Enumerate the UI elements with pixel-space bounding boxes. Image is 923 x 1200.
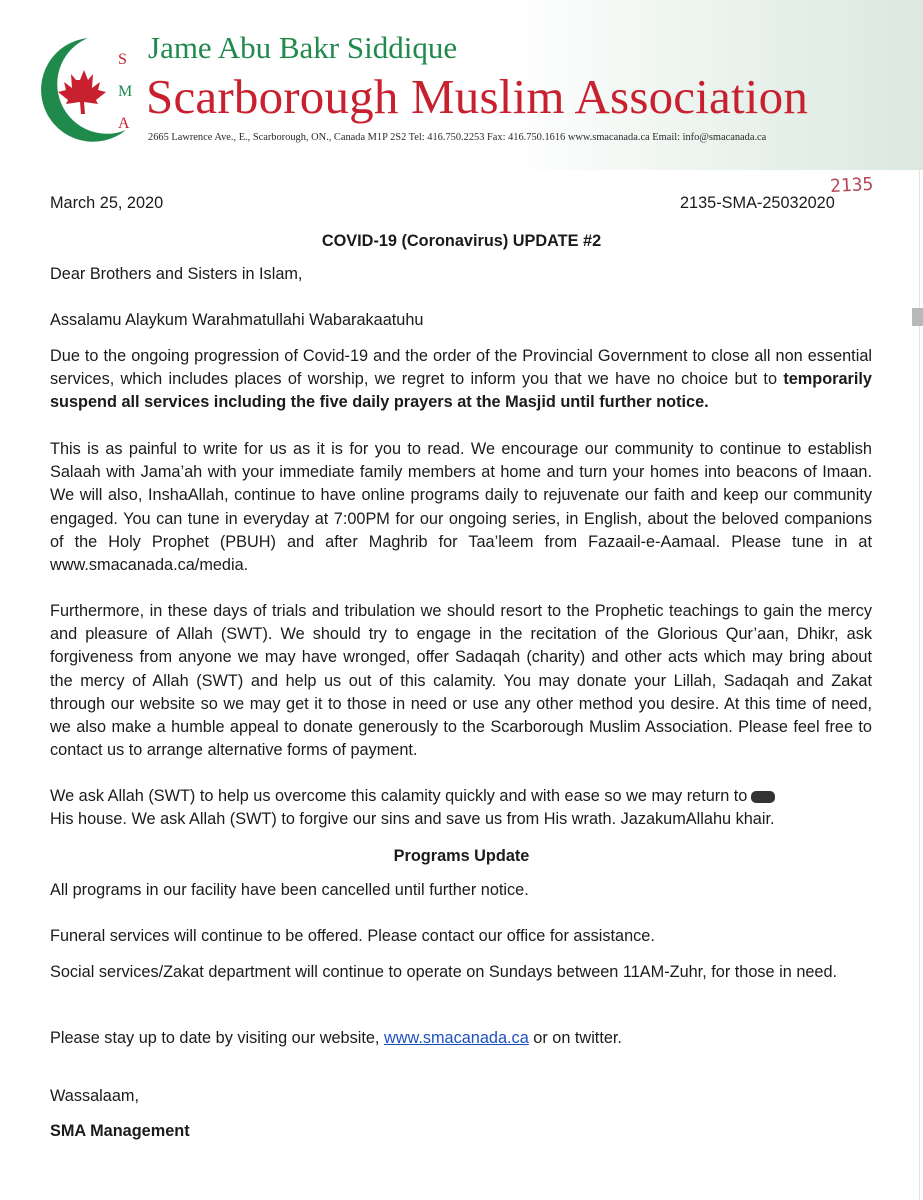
greeting: Assalamu Alaykum Warahmatullahi Wabarakaatuhu (50, 311, 424, 329)
paragraph-suspension-text: Due to the ongoing progression of Covid-19 and the order of the Provincial Government to close all non essential services, which includes places of worship, we regret to inform you that we have no choice but to (50, 347, 872, 389)
program-funeral: Funeral services will continue to be offered. Please contact our office for assistance. (50, 927, 655, 945)
letterhead (0, 0, 923, 170)
paragraph-prayer-line2: His house. We ask Allah (SWT) to forgive our sins and save us from His wrath. JazakumAllahu khair. (50, 810, 775, 829)
paragraph-furthermore: Furthermore, in these days of trials and tribulation we should resort to the Prophetic teachings to gain the mercy and pleasure of Allah (SWT). We should try to engage in the recitation of the Glorious Qur’aan, Dhikr, ask forgiveness from anyone we may have wronged, offer Sadaqah (charity) and other acts which may bring about the mercy of Allah (SWT) and help us out of this calamity. You may donate your Lillah, Sadaqah and Zakat through our website so we may get it to those in need or use any other method you desire. At this time of need, we also make a humble appeal to donate generously to the Scarborough Muslim Association. Please feel free to contact us to arrange alternative forms of payment. (50, 602, 872, 760)
paragraph-suspension-bold: temporarily suspend all services including the five daily prayers at the Masjid until further notice. (50, 370, 872, 412)
website-line: Please stay up to date by visiting our website, www.smacanada.ca or on twitter. (50, 1029, 622, 1047)
page-edge-mark (912, 308, 923, 326)
logo-letter-a: A (118, 115, 130, 132)
salutation: Dear Brothers and Sisters in Islam, (50, 265, 303, 283)
programs-heading: Programs Update (393, 847, 530, 865)
logo-letter-m: M (118, 83, 133, 100)
page-edge-line (919, 0, 920, 1200)
signature: SMA Management (50, 1122, 190, 1140)
sma-logo-icon (28, 30, 148, 150)
website-link[interactable]: www.smacanada.ca (383, 1029, 529, 1047)
logo-letter-s: S (118, 51, 127, 68)
paragraph-suspension (50, 345, 872, 415)
redaction-mark (751, 791, 775, 803)
org-name-line1: Jame Abu Bakr Siddique (148, 30, 458, 65)
letter-title: COVID-19 (Coronavirus) UPDATE #2 (321, 232, 602, 250)
paragraph-encouragement: This is as painful to write for us as it is for you to read. We encourage our community to continue to establish Salaah with Jama’ah with your immediate family members at home and turn your homes into beacons of Imaan. We will also, InshaAllah, continue to have online programs daily to rejuvenate our faith and keep our community engaged. You can tune in everyday at 7:00PM for our ongoing series, in English, about the beloved companions of the Holy Prophet (PBUH) and after Maghrib for Taa’leem from Fazaail-e-Aamaal. Please tune in at www.smacanada.ca/media. (50, 440, 872, 575)
paragraph-prayer-line1: We ask Allah (SWT) to help us overcome this calamity quickly and with ease so we may return to (50, 785, 872, 808)
maple-leaf-icon (58, 70, 106, 114)
stamp-number: 2135 (829, 173, 874, 198)
program-cancelled: All programs in our facility have been cancelled until further notice. (50, 881, 529, 899)
paragraph-prayer (50, 785, 872, 831)
org-name-line2: Scarborough Muslim Association (146, 69, 809, 124)
program-social: Social services/Zakat department will continue to operate on Sundays between 11AM-Zuhr, for those in need. (50, 963, 838, 981)
closing: Wassalaam, (50, 1087, 139, 1105)
reference-number: 2135-SMA-25032020 (680, 194, 835, 212)
org-address: 2665 Lawrence Ave., E., Scarborough, ON., Canada M1P 2S2 Tel: 416.750.2253 Fax: 416.750.1616 www.smacanada.ca Email: info@smacanada.ca (148, 132, 767, 143)
letter-date: March 25, 2020 (50, 194, 164, 212)
